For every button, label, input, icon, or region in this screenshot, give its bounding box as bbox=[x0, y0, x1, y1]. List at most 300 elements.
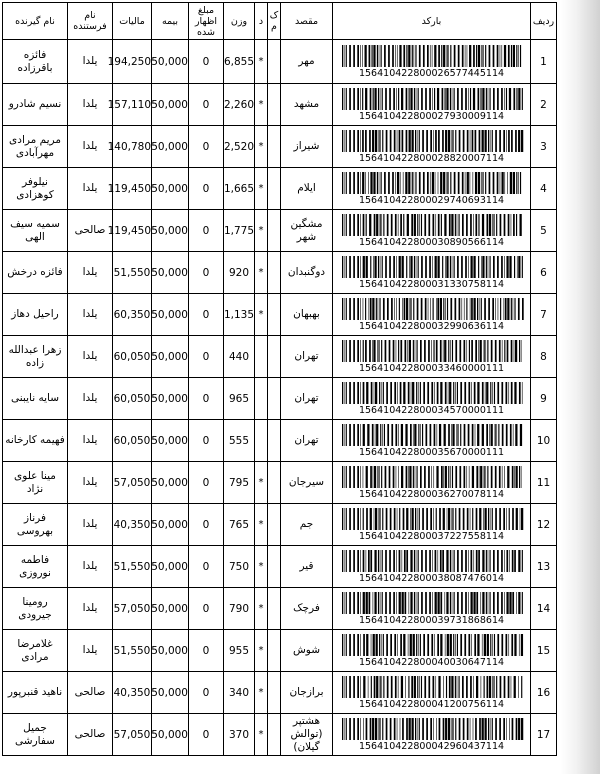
barcode-bar bbox=[448, 130, 450, 152]
barcode-bar bbox=[489, 88, 490, 110]
barcode-bar bbox=[357, 508, 359, 530]
barcode-image bbox=[341, 592, 523, 614]
barcode-bar bbox=[455, 130, 456, 152]
barcode-number: 156410422800034570000111 bbox=[358, 405, 505, 416]
cell-destination: دوگنبدان bbox=[281, 252, 333, 294]
barcode-bar bbox=[412, 340, 413, 362]
cell-recipient: نسیم شادرو bbox=[3, 84, 68, 126]
barcode-bar bbox=[511, 718, 513, 740]
barcode-bar bbox=[362, 424, 364, 446]
barcode-bar bbox=[465, 88, 467, 110]
barcode-bar bbox=[466, 298, 467, 320]
barcode-bar bbox=[497, 592, 499, 614]
barcode-bar bbox=[360, 130, 361, 152]
barcode-bar bbox=[408, 718, 410, 740]
barcode-bar bbox=[398, 256, 400, 278]
barcode-bar bbox=[428, 214, 430, 236]
barcode-bar bbox=[484, 298, 486, 320]
barcode-bar bbox=[516, 172, 517, 194]
barcode-bar bbox=[368, 298, 369, 320]
barcode-bar bbox=[509, 424, 511, 446]
barcode-bar bbox=[506, 592, 508, 614]
barcode-bar bbox=[377, 592, 378, 614]
barcode-bar bbox=[516, 256, 517, 278]
barcode-bar bbox=[495, 718, 497, 740]
barcode-bar bbox=[473, 45, 475, 67]
barcode-bar bbox=[481, 634, 482, 656]
cell-barcode bbox=[333, 168, 531, 210]
barcode-bar bbox=[434, 88, 435, 110]
barcode-bar bbox=[353, 508, 355, 530]
barcode-bar bbox=[448, 424, 450, 446]
barcode-bar bbox=[511, 130, 513, 152]
barcode-bar bbox=[370, 676, 371, 698]
table-row bbox=[3, 252, 557, 294]
barcode-bar bbox=[457, 172, 459, 194]
barcode-bar bbox=[376, 45, 377, 67]
barcode-bar bbox=[505, 382, 507, 404]
barcode-bar bbox=[491, 130, 492, 152]
barcode-bar bbox=[399, 172, 400, 194]
cell-sender: یلدا bbox=[68, 294, 113, 336]
barcode-bar bbox=[431, 466, 432, 488]
barcode-bar bbox=[395, 45, 396, 67]
barcode-bar bbox=[386, 214, 388, 236]
barcode-bar bbox=[492, 298, 494, 320]
barcode-bar bbox=[349, 382, 351, 404]
barcode-bar bbox=[486, 424, 488, 446]
barcode-bar bbox=[403, 382, 405, 404]
barcode-block bbox=[333, 210, 530, 251]
barcode-bar bbox=[373, 466, 375, 488]
barcode-bar bbox=[512, 592, 514, 614]
barcode-bar bbox=[345, 214, 346, 236]
barcode-bar bbox=[360, 45, 361, 67]
barcode-bar bbox=[422, 130, 424, 152]
barcode-bar bbox=[451, 592, 452, 614]
barcode-bar bbox=[416, 466, 417, 488]
barcode-bar bbox=[360, 256, 361, 278]
barcode-bar bbox=[380, 130, 381, 152]
barcode-bar bbox=[420, 466, 422, 488]
barcode-bar bbox=[418, 45, 420, 67]
barcode-bar bbox=[477, 45, 479, 67]
barcode-bar bbox=[362, 592, 364, 614]
barcode-bar bbox=[349, 45, 351, 67]
barcode-bar bbox=[360, 340, 361, 362]
barcode-bar bbox=[408, 592, 409, 614]
barcode-bar bbox=[357, 424, 359, 446]
barcode-bar bbox=[392, 340, 394, 362]
barcode-bar bbox=[503, 130, 505, 152]
barcode-bar bbox=[446, 550, 448, 572]
barcode-bar bbox=[377, 256, 378, 278]
barcode-bar bbox=[481, 718, 483, 740]
barcode-bar bbox=[343, 466, 344, 488]
barcode-bar bbox=[415, 130, 416, 152]
cell-weight: 6,855 bbox=[224, 40, 255, 84]
barcode-bar bbox=[353, 172, 355, 194]
barcode-bar bbox=[451, 676, 453, 698]
manifest-rows bbox=[3, 40, 557, 756]
barcode-bar bbox=[512, 298, 513, 320]
barcode-bar bbox=[501, 634, 503, 656]
barcode-bar bbox=[504, 298, 506, 320]
barcode-bar bbox=[446, 256, 448, 278]
barcode-bar bbox=[442, 256, 443, 278]
barcode-bar bbox=[345, 298, 346, 320]
barcode-block bbox=[333, 504, 530, 545]
barcode-bar bbox=[381, 88, 382, 110]
table-row bbox=[3, 630, 557, 672]
barcode-bar bbox=[416, 508, 417, 530]
barcode-bar bbox=[362, 466, 363, 488]
table-row bbox=[3, 672, 557, 714]
barcode-bar bbox=[453, 382, 454, 404]
barcode-number: 156410422800030890566114 bbox=[358, 237, 505, 248]
barcode-bar bbox=[400, 634, 402, 656]
barcode-bar bbox=[515, 508, 517, 530]
barcode-bar bbox=[480, 592, 481, 614]
cell-declared-value: 0 bbox=[189, 294, 224, 336]
barcode-bar bbox=[436, 466, 438, 488]
barcode-bar bbox=[353, 466, 355, 488]
cell-insurance: 50,000 bbox=[152, 588, 189, 630]
barcode-image bbox=[341, 214, 523, 236]
barcode-bar bbox=[481, 382, 483, 404]
barcode-bar bbox=[342, 256, 343, 278]
barcode-bar bbox=[472, 508, 473, 530]
header-insurance: بیمه bbox=[152, 3, 189, 40]
barcode-bar bbox=[472, 718, 473, 740]
barcode-bar bbox=[389, 508, 391, 530]
barcode-bar bbox=[519, 424, 521, 446]
barcode-bar bbox=[365, 298, 366, 320]
barcode-bar bbox=[511, 466, 513, 488]
barcode-bar bbox=[396, 592, 397, 614]
barcode-bar bbox=[379, 466, 380, 488]
cell-weight: 795 bbox=[224, 462, 255, 504]
barcode-bar bbox=[432, 214, 434, 236]
barcode-bar bbox=[380, 718, 381, 740]
barcode-bar bbox=[372, 298, 374, 320]
barcode-bar bbox=[438, 45, 440, 67]
barcode-bar bbox=[357, 340, 359, 362]
barcode-bar bbox=[406, 718, 408, 740]
barcode-bar bbox=[469, 88, 470, 110]
cell-tax: 194,250 bbox=[113, 40, 152, 84]
barcode-bar bbox=[397, 214, 398, 236]
barcode-bar bbox=[504, 256, 505, 278]
cell-d: * bbox=[255, 714, 268, 756]
barcode-bar bbox=[436, 718, 437, 740]
barcode-bar bbox=[480, 298, 481, 320]
barcode-bar bbox=[379, 88, 380, 110]
barcode-bar bbox=[425, 424, 427, 446]
barcode-bar bbox=[434, 382, 435, 404]
barcode-bar bbox=[475, 340, 477, 362]
barcode-bar bbox=[342, 214, 343, 236]
cell-barcode bbox=[333, 588, 531, 630]
barcode-bar bbox=[453, 592, 454, 614]
barcode-bar bbox=[353, 550, 355, 572]
barcode-number: 156410422800026577445114 bbox=[358, 68, 505, 79]
barcode-bar bbox=[488, 214, 490, 236]
barcode-bar bbox=[515, 718, 517, 740]
barcode-bar bbox=[518, 676, 519, 698]
barcode-bar bbox=[395, 340, 396, 362]
barcode-bar bbox=[506, 718, 507, 740]
barcode-bar bbox=[442, 508, 444, 530]
barcode-bar bbox=[506, 130, 507, 152]
barcode-bar bbox=[431, 172, 433, 194]
cell-row-no: 8 bbox=[531, 336, 557, 378]
cell-barcode bbox=[333, 84, 531, 126]
barcode-bar bbox=[365, 256, 367, 278]
header-declared-value: مبلغ اظهار شده bbox=[189, 3, 224, 40]
barcode-bar bbox=[495, 508, 497, 530]
barcode-bar bbox=[519, 214, 521, 236]
barcode-bar bbox=[519, 466, 520, 488]
barcode-bar bbox=[368, 172, 369, 194]
barcode-bar bbox=[411, 298, 412, 320]
barcode-bar bbox=[491, 718, 492, 740]
barcode-bar bbox=[466, 508, 468, 530]
barcode-image bbox=[341, 550, 523, 572]
barcode-bar bbox=[468, 256, 469, 278]
barcode-bar bbox=[509, 550, 510, 572]
barcode-bar bbox=[376, 424, 378, 446]
barcode-bar bbox=[393, 508, 395, 530]
barcode-bar bbox=[463, 298, 464, 320]
barcode-bar bbox=[440, 634, 442, 656]
barcode-bar bbox=[379, 214, 380, 236]
barcode-bar bbox=[477, 634, 479, 656]
barcode-bar bbox=[457, 45, 459, 67]
barcode-bar bbox=[499, 172, 500, 194]
barcode-bar bbox=[343, 550, 344, 572]
barcode-bar bbox=[488, 298, 490, 320]
barcode-bar bbox=[357, 676, 359, 698]
barcode-bar bbox=[424, 466, 426, 488]
cell-insurance: 50,000 bbox=[152, 672, 189, 714]
barcode-bar bbox=[481, 45, 482, 67]
barcode-bar bbox=[370, 634, 371, 656]
barcode-bar bbox=[357, 550, 359, 572]
barcode-bar bbox=[362, 550, 364, 572]
barcode-bar bbox=[439, 508, 441, 530]
barcode-bar bbox=[466, 172, 468, 194]
barcode-bar bbox=[385, 130, 387, 152]
table-row bbox=[3, 210, 557, 252]
cell-sender: یلدا bbox=[68, 252, 113, 294]
barcode-bar bbox=[451, 340, 452, 362]
barcode-bar bbox=[343, 298, 344, 320]
barcode-bar bbox=[514, 256, 515, 278]
barcode-bar bbox=[412, 466, 413, 488]
barcode-block bbox=[333, 252, 530, 293]
barcode-image bbox=[341, 634, 523, 656]
barcode-bar bbox=[478, 340, 479, 362]
cell-d: * bbox=[255, 672, 268, 714]
barcode-bar bbox=[505, 634, 507, 656]
barcode-bar bbox=[521, 550, 522, 572]
barcode-bar bbox=[428, 340, 430, 362]
barcode-bar bbox=[482, 256, 484, 278]
barcode-bar bbox=[493, 592, 495, 614]
barcode-bar bbox=[496, 676, 497, 698]
barcode-bar bbox=[493, 634, 494, 656]
barcode-bar bbox=[458, 718, 460, 740]
barcode-block bbox=[333, 630, 530, 671]
barcode-bar bbox=[342, 382, 343, 404]
barcode-bar bbox=[437, 214, 439, 236]
barcode-bar bbox=[472, 172, 473, 194]
barcode-bar bbox=[455, 634, 456, 656]
barcode-bar bbox=[474, 130, 476, 152]
barcode-bar bbox=[457, 256, 459, 278]
cell-km bbox=[268, 546, 281, 588]
barcode-bar bbox=[365, 718, 367, 740]
barcode-bar bbox=[410, 256, 412, 278]
barcode-bar bbox=[498, 466, 500, 488]
barcode-bar bbox=[345, 382, 346, 404]
barcode-bar bbox=[514, 298, 515, 320]
barcode-bar bbox=[370, 550, 372, 572]
barcode-bar bbox=[349, 550, 351, 572]
cell-weight: 555 bbox=[224, 420, 255, 462]
barcode-bar bbox=[468, 466, 469, 488]
cell-weight: 340 bbox=[224, 672, 255, 714]
barcode-bar bbox=[381, 592, 382, 614]
cell-weight: 920 bbox=[224, 252, 255, 294]
barcode-bar bbox=[382, 298, 384, 320]
barcode-bar bbox=[378, 45, 379, 67]
cell-recipient: فائزه باقرزاده bbox=[3, 40, 68, 84]
barcode-bar bbox=[365, 592, 367, 614]
barcode-bar bbox=[411, 45, 412, 67]
barcode-bar bbox=[505, 88, 506, 110]
cell-declared-value: 0 bbox=[189, 588, 224, 630]
cell-km bbox=[268, 168, 281, 210]
barcode-bar bbox=[456, 676, 457, 698]
barcode-bar bbox=[469, 45, 471, 67]
barcode-bar bbox=[476, 592, 478, 614]
barcode-bar bbox=[342, 130, 343, 152]
barcode-bar bbox=[390, 382, 392, 404]
cell-recipient: فهیمه کارخانه bbox=[3, 420, 68, 462]
barcode-bar bbox=[372, 634, 374, 656]
barcode-bar bbox=[408, 676, 409, 698]
barcode-bar bbox=[448, 676, 450, 698]
barcode-bar bbox=[416, 634, 417, 656]
barcode-bar bbox=[437, 172, 438, 194]
cell-row-no: 2 bbox=[531, 84, 557, 126]
barcode-bar bbox=[447, 382, 448, 404]
barcode-bar bbox=[493, 256, 495, 278]
barcode-bar bbox=[345, 340, 346, 362]
barcode-bar bbox=[508, 88, 510, 110]
barcode-bar bbox=[490, 466, 492, 488]
barcode-bar bbox=[450, 340, 451, 362]
barcode-bar bbox=[441, 466, 443, 488]
barcode-bar bbox=[516, 592, 517, 614]
barcode-bar bbox=[463, 424, 465, 446]
barcode-bar bbox=[516, 45, 517, 67]
barcode-bar bbox=[368, 45, 370, 67]
barcode-bar bbox=[377, 550, 378, 572]
barcode-image bbox=[341, 45, 523, 67]
barcode-image bbox=[341, 88, 523, 110]
cell-tax: 157,110 bbox=[113, 84, 152, 126]
barcode-bar bbox=[489, 550, 490, 572]
barcode-bar bbox=[421, 550, 423, 572]
cell-sender: صالحی bbox=[68, 210, 113, 252]
barcode-bar bbox=[409, 256, 410, 278]
barcode-bar bbox=[386, 634, 388, 656]
cell-weight: 1,665 bbox=[224, 168, 255, 210]
barcode-bar bbox=[382, 718, 383, 740]
barcode-bar bbox=[504, 172, 505, 194]
barcode-bar bbox=[481, 172, 482, 194]
barcode-bar bbox=[349, 466, 351, 488]
cell-recipient: زهرا عبدالله زاده bbox=[3, 336, 68, 378]
cell-d bbox=[255, 420, 268, 462]
barcode-bar bbox=[513, 340, 514, 362]
barcode-bar bbox=[349, 718, 351, 740]
barcode-bar bbox=[349, 424, 351, 446]
barcode-bar bbox=[496, 214, 497, 236]
barcode-bar bbox=[403, 634, 405, 656]
barcode-bar bbox=[388, 340, 390, 362]
barcode-bar bbox=[422, 508, 424, 530]
cell-recipient: راحیل دهاز bbox=[3, 294, 68, 336]
barcode-bar bbox=[494, 466, 496, 488]
barcode-bar bbox=[406, 45, 407, 67]
barcode-bar bbox=[385, 592, 387, 614]
barcode-bar bbox=[382, 634, 383, 656]
cell-insurance: 50,000 bbox=[152, 546, 189, 588]
barcode-bar bbox=[349, 634, 351, 656]
barcode-bar bbox=[518, 256, 520, 278]
barcode-bar bbox=[424, 298, 426, 320]
barcode-bar bbox=[424, 340, 426, 362]
barcode-bar bbox=[383, 424, 384, 446]
barcode-bar bbox=[399, 45, 401, 67]
barcode-bar bbox=[379, 550, 380, 572]
barcode-bar bbox=[415, 508, 416, 530]
barcode-bar bbox=[412, 424, 413, 446]
barcode-bar bbox=[455, 382, 456, 404]
barcode-bar bbox=[432, 298, 433, 320]
barcode-bar bbox=[365, 340, 367, 362]
cell-weight: 965 bbox=[224, 378, 255, 420]
barcode-bar bbox=[468, 592, 469, 614]
barcode-bar bbox=[450, 45, 451, 67]
barcode-bar bbox=[467, 424, 469, 446]
barcode-bar bbox=[464, 382, 466, 404]
cell-sender: یلدا bbox=[68, 420, 113, 462]
barcode-bar bbox=[453, 130, 454, 152]
barcode-bar bbox=[430, 718, 432, 740]
cell-row-no: 15 bbox=[531, 630, 557, 672]
cell-d: * bbox=[255, 630, 268, 672]
barcode-bar bbox=[343, 718, 344, 740]
barcode-bar bbox=[369, 214, 371, 236]
barcode-bar bbox=[478, 298, 479, 320]
barcode-bar bbox=[486, 676, 488, 698]
table-row bbox=[3, 294, 557, 336]
